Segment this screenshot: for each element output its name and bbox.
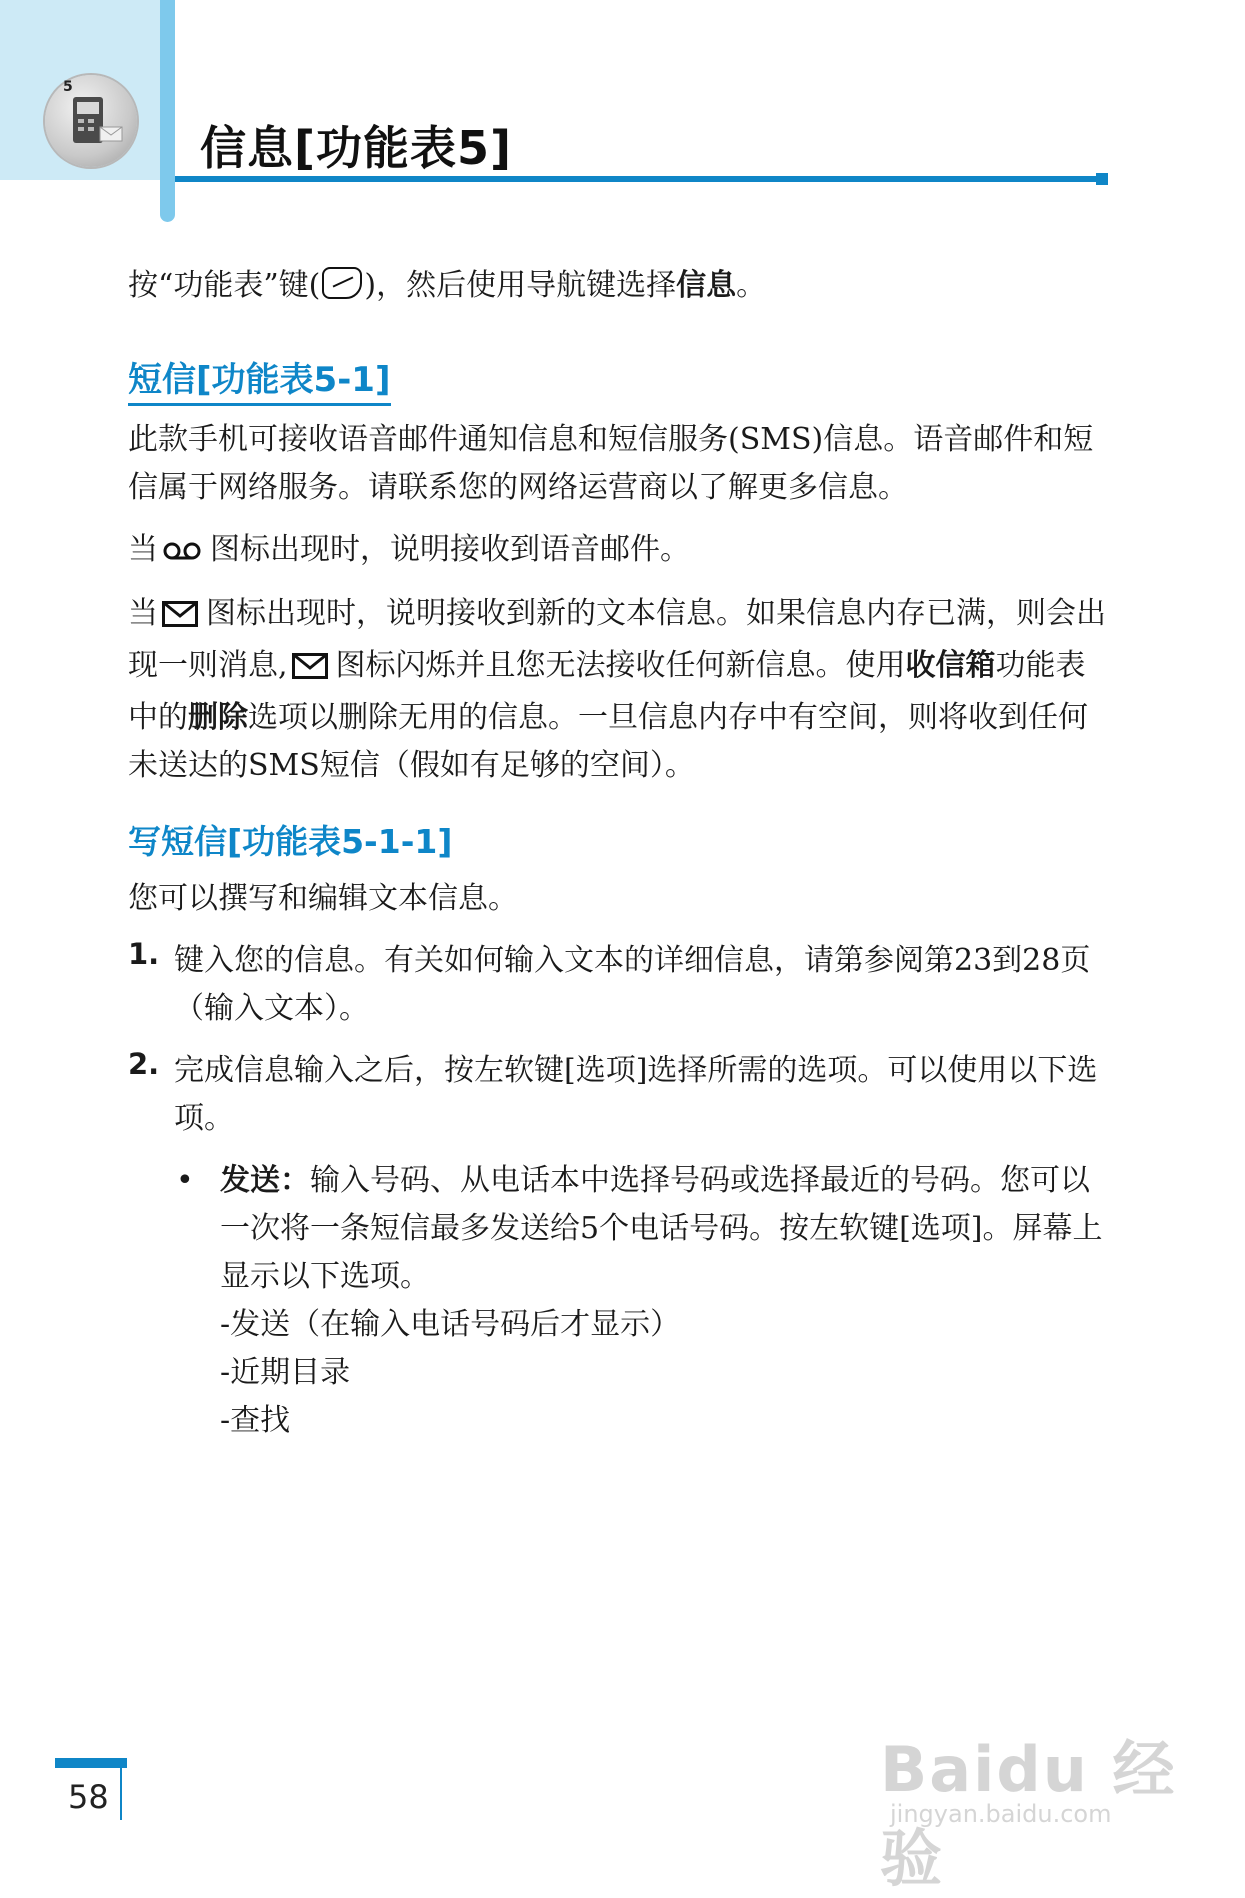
watermark xyxy=(880,1700,1190,1895)
intro-text-1: 按“功能表”键( xyxy=(128,268,321,303)
option-list xyxy=(128,1157,1108,1445)
sms-heading: 短信[功能表5-1] xyxy=(128,352,391,406)
corner-bar xyxy=(160,0,175,222)
p3-text-1: 图标出现时，说明接收到新的文本信息。如果信息内存已满，则会出现一则消息, xyxy=(128,596,1106,683)
title-rule-end xyxy=(1096,173,1108,185)
phone-chapter-icon xyxy=(45,75,137,167)
step-2 xyxy=(128,1047,1108,1445)
step-1 xyxy=(128,937,1108,1033)
sms-paragraph-3 xyxy=(128,590,1108,790)
write-intro: 您可以撰写和编辑文本信息。 xyxy=(128,881,518,916)
p3-text-3: 功能表中的 xyxy=(128,648,1086,735)
sms-paragraph-2 xyxy=(128,526,1108,576)
intro-paragraph xyxy=(128,262,1108,310)
step-text: 键入您的信息。有关如何输入文本的详细信息，请第参阅第23到28页（输入文本）。 xyxy=(174,943,1091,1026)
p3-text-4: 选项以删除无用的信息。一旦信息内存中有空间，则将收到任何未送达的SMS短信（假如有足够的空间）。 xyxy=(128,700,1088,783)
step-number: 2. xyxy=(128,1047,160,1081)
step-text: 完成信息输入之后，按左软键[选项]选择所需的选项。可以使用以下选项。 xyxy=(174,1053,1098,1136)
send-label: 发送： xyxy=(220,1163,310,1198)
page-content xyxy=(128,262,1108,1459)
sub-option-recent: -近期目录 xyxy=(220,1355,351,1390)
write-sms-heading: 写短信[功能表5-1-1] xyxy=(128,822,453,861)
p3-prefix: 当 xyxy=(128,596,158,631)
p2-prefix: 当 xyxy=(128,532,158,567)
envelope-icon xyxy=(162,594,198,642)
steps-list xyxy=(128,937,1108,1445)
page-number: 58 xyxy=(68,1778,109,1816)
p2-suffix: 图标出现时，说明接收到语音邮件。 xyxy=(210,532,690,567)
sub-option-send: -发送（在输入电话号码后才显示） xyxy=(220,1307,681,1342)
send-option xyxy=(128,1157,1108,1445)
step-number: 1. xyxy=(128,937,160,971)
intro-text-2: )，然后使用导航键选择 xyxy=(364,268,677,303)
page-number-line xyxy=(120,1768,122,1820)
p3-text-2: 图标闪烁并且您无法接收任何新信息。使用 xyxy=(335,648,906,683)
send-description: 输入号码、从电话本中选择号码或选择最近的号码。您可以一次将一条短信最多发送给5个电话号码。按左软键[选项]。屏幕上显示以下选项。 xyxy=(220,1163,1103,1294)
menu-key-icon xyxy=(322,267,362,299)
page-number-bar xyxy=(55,1758,127,1768)
intro-bold: 信息 xyxy=(676,268,737,303)
inbox-term: 收信箱 xyxy=(905,648,996,683)
bullet-dot: • xyxy=(176,1163,194,1198)
page-title: 信息[功能表5] xyxy=(200,121,513,175)
sub-option-find: -查找 xyxy=(220,1403,291,1438)
voicemail-icon xyxy=(162,528,202,576)
sms-paragraph-1: 此款手机可接收语音邮件通知信息和短信服务(SMS)信息。语音邮件和短信属于网络服务。请联系您的网络运营商以了解更多信息。 xyxy=(128,422,1094,505)
watermark-url: jingyan.baidu.com xyxy=(890,1800,1112,1828)
chapter-number: 5 xyxy=(63,79,73,95)
envelope-icon xyxy=(292,646,328,694)
intro-end: 。 xyxy=(736,268,767,303)
watermark-brand: Baidu 经验 xyxy=(880,1733,1177,1895)
delete-term: 删除 xyxy=(188,700,248,735)
title-rule xyxy=(175,176,1103,182)
